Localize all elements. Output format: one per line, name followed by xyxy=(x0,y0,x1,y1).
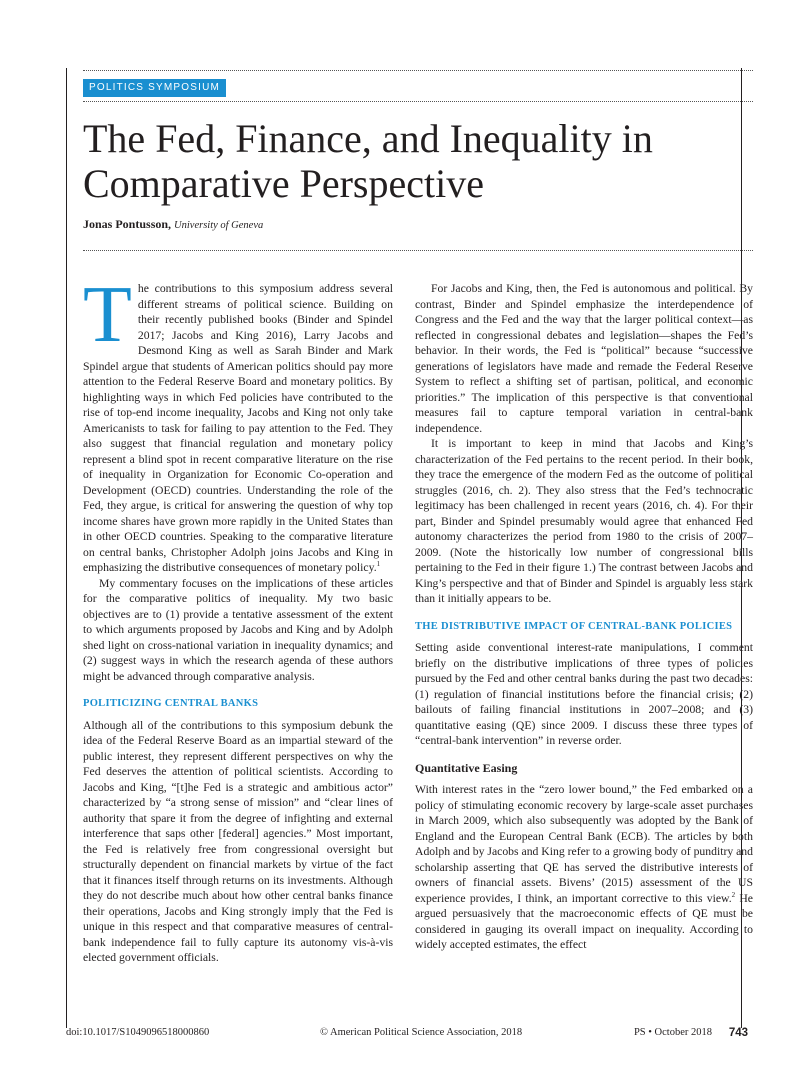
footnote-marker: 2 xyxy=(731,890,736,899)
left-margin-rule xyxy=(66,68,67,1028)
paragraph-text: With interest rates in the “zero lower bound,” the Fed embarked on a policy of stimulating economic recovery by large-scale asset purchases in March 2009, which also subsequently was adopted by the Bank of England and the European Central Bank (ECB). The articles by both Adolph and by Jacobs and King refer to a growing body of punditry and scholarship asserting that QE has served the distributive interests of owners of financial assets. Bivens’ (2015) assessment of the US experience provides, I think, an important corrective to this view. xyxy=(415,783,753,905)
section-heading: POLITICIZING CENTRAL BANKS xyxy=(83,698,259,709)
section-heading: THE DISTRIBUTIVE IMPACT OF CENTRAL-BANK POLICIES xyxy=(415,620,733,632)
byline-dotted-rule xyxy=(83,250,753,251)
journal-issue: PS • October 2018 xyxy=(633,1027,712,1038)
copyright: © American Political Science Association, 2018 xyxy=(320,1027,523,1038)
top-dotted-rule xyxy=(83,70,753,71)
paragraph: For Jacobs and King, then, the Fed is autonomous and political. By contrast, Binder and Spindel emphasize the interdependence of Congress and the Fed and the way that the larger political context—as reflected in congressional debates and legislation—shapes the Fed’s behavior. In their words, the Fed is “political” because “successive generations of legislators have made and remade the Federal Reserve System to reflect a shifting set of partisan, political, and economic priorities.” The implication of this perspective is that conventional measures fail to capture temporal variation in central-bank independence. xyxy=(415,282,753,435)
paragraph-text: He argued persuasively that the macroeconomic effects of QE must be considered in gauging its overall impact on inequality. According to widely accepted estimates, the effect xyxy=(415,891,753,951)
author-name: Jonas Pontusson, xyxy=(83,217,172,231)
paragraph: Although all of the contributions to this symposium debunk the idea of the Federal Reserve Board as an impartial steward of the public interest, they represent different perspectives on why the Fed deserves the attention of political scientists. According to Jacobs and King, “[t]he Fed is a strategic and ambitious actor” characterized by “a strong sense of mission” and “clear lines of authority that spare it from the degree of infighting and external interference that saps other [federal] agencies.” Most important, the Fed is relatively free from congressional oversight but structurally dependent on financial markets by virtue of the fact that it finances itself through returns on its investments. Although they do not describe much about how other central banks finance their operations, Jacobs and King strongly imply that the Fed is unique in this respect and that comparative measures of central-bank independence fail to fully capture its autonomy vis-à-vis elected government officials. xyxy=(83,718,393,964)
paragraph xyxy=(415,782,753,953)
paragraph: It is important to keep in mind that Jacobs and King’s characterization of the Fed pertains to the recent period. In their book, they trace the emergence of the modern Fed as the outcome of political struggles (2016, ch. 2). They also stress that the Fed’s technocratic legitimacy has been challenged in recent years (2016, ch. 4). For their part, Binder and Spindel presumably would agree that enhanced Fed autonomy characterizes the period from 1980 to the crisis of 2007–2009. (Note the historically low number of congressional bills pertaining to the Fed in their figure 1.) The contrast between Jacobs and King’s perspective and that of Binder and Spindel is arguably less stark than it initially appears to be. xyxy=(415,437,753,605)
tag-dotted-rule xyxy=(83,101,753,102)
paragraph-intro-text: he contributions to this symposium address several different streams of political science. Building on their recently published books (Binder and Spindel 2017; Jacobs and King 2016), Larry Jacobs and Desmond King as well as Sarah Binder and Mark Spindel argue that students of American politics should pay more attention to the Federal Reserve Board and monetary politics. By highlighting ways in which Fed policies have contributed to the rise of top-end income inequality, Jacobs and King not only take Americanists to task for failing to pay attention to the Fed. They also suggest that financial regulation and monetary policy represent a blind spot in recent comparative literature on the rise of inequality in Organization for Economic Co-operation and Development (OECD) countries. Understanding the role of the Fed, they argue, is critical for answering the question of why top income shares have grown more rapidly in the United States than in other OECD countries. Speaking to the comparative literature on central banks, Christopher Adolph joins Jacobs and King in emphasizing the distributive consequences of monetary policy. xyxy=(83,282,393,574)
paragraph-intro xyxy=(83,271,393,576)
author-affiliation: University of Geneva xyxy=(174,220,264,231)
page-number: 743 xyxy=(728,1027,748,1039)
paragraph: My commentary focuses on the implications of these articles for the comparative politics of inequality. My two basic objectives are to (1) provide a tentative assessment of the extent to which arguments proposed by Jacobs and King and by Adolph shed light on cross-national variation in inequality dynamics; and (2) suggest ways in which the research agenda of these authors might be advanced through comparative analysis. xyxy=(83,576,393,683)
left-column xyxy=(83,271,393,966)
doi-link[interactable]: doi:10.1017/S1049096518000860 xyxy=(66,1027,210,1038)
section-tag: POLITICS SYMPOSIUM xyxy=(83,79,226,97)
title-line-2: Comparative Perspective xyxy=(83,161,484,206)
byline xyxy=(83,217,263,232)
drop-cap: T xyxy=(83,271,132,359)
title-line-1: The Fed, Finance, and Inequality in xyxy=(83,116,653,161)
article-title xyxy=(83,116,743,206)
right-column xyxy=(415,281,753,953)
subsection-heading: Quantitative Easing xyxy=(415,760,518,775)
footnote-marker: 1 xyxy=(376,560,381,569)
paragraph: Setting aside conventional interest-rate manipulations, I comment briefly on the distributive implications of three types of policies pursued by the Fed and other central banks during the past two decades: (1) regulation of financial institutions before the financial crisis; (2) bailouts of failing financial institutions in 2007–2008; and (3) quantitative easing (QE) since 2009. I discuss these three types of “central-bank intervention” in reverse order. xyxy=(415,641,753,747)
